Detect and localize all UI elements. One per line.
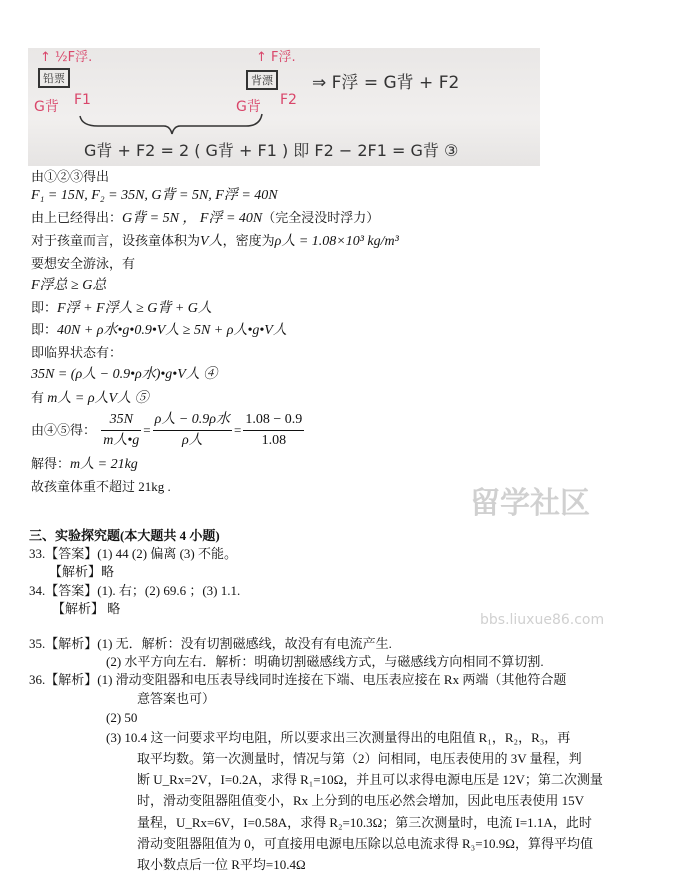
formula: m人 = ρ人V人 ⑤ <box>47 391 149 406</box>
text-line <box>31 232 399 251</box>
formula: ρ人 = 1.08×10³ kg/m³ <box>274 234 399 249</box>
numerator: ρ人 − 0.9ρ水 <box>153 410 232 431</box>
denominator: m人•g <box>103 433 140 448</box>
analysis-36-3: 取平均数。第一次测量时，情况与第（2）问相同，电压表使用的 3V 量程，判 <box>137 751 582 766</box>
text-line: 故孩童体重不超过 21kg . <box>31 479 171 494</box>
text-line <box>31 389 149 408</box>
fraction <box>101 410 141 451</box>
text-line: 要想安全游泳，有 <box>31 256 136 271</box>
equals: = <box>234 422 242 438</box>
answer-33: 33.【答案】(1) 44 (2) 偏离 (3) 不能。 <box>29 546 237 561</box>
analysis-35-2: (2) 水平方向左右．解析：明确切割磁感线方式，与磁感线方向相同不算切割. <box>106 654 544 669</box>
numerator: 1.08 − 0.9 <box>243 410 304 431</box>
numerator: 35N <box>101 410 141 431</box>
text: 有 <box>31 390 45 405</box>
analysis-36-3: (3) 10.4 这一问要求平均电阻，所以要求出三次测量得出的电阻值 R₁，R₂，R₃，再 <box>106 730 571 745</box>
text-line <box>31 299 212 318</box>
watermark-logo: 留学社区 <box>470 486 590 521</box>
text-line: 即临界状态有： <box>31 345 123 360</box>
text-line: 由①②③得出 <box>31 169 110 184</box>
fraction <box>243 410 304 451</box>
analysis-36-3: 滑动变阻器阻值为 0，可直接用电源电压除以总电流求得 R₃=10.9Ω，算得平均值 <box>137 836 593 851</box>
analysis-36-1b: 意答案也可） <box>137 691 216 706</box>
text: 即： <box>31 300 58 315</box>
section-title: 三、实验探究题(本大题共 4 小题) <box>29 528 220 543</box>
analysis-33: 【解析】略 <box>49 564 115 579</box>
text: （完全浸没时浮力） <box>262 210 380 225</box>
denominator: 1.08 <box>261 433 287 448</box>
photo-label-g2: G背 <box>236 99 261 115</box>
text: ，密度为 <box>222 233 275 248</box>
analysis-36-3: 量程，U_Rx=6V，I=0.58A，求得 R₂=10.3Ω；第三次测量时，电流 I=1.1A，此时 <box>137 815 592 830</box>
formula-forces: F₁ = 15N, F₂ = 35N, G背 = 5N, F浮 = 40N <box>31 188 278 203</box>
text: 对于孩童而言，设孩童体积为 <box>31 233 201 248</box>
formula: G背 = 5N ， F浮 = 40N <box>122 211 263 226</box>
formula-line: F浮总 ≥ G总 <box>31 278 107 293</box>
analysis-36-3: 取小数点后一位 R平均=10.4Ω <box>137 857 306 872</box>
analysis-34: 【解析】 略 <box>52 601 121 616</box>
denominator: ρ人 <box>181 433 203 448</box>
photo-up-arrow-1: ↑ ½F浮. <box>40 50 93 65</box>
formula: F浮 + F浮人 ≥ G背 + G人 <box>57 301 212 316</box>
photo-equation-bottom: G背 + F2 = 2 ( G背 + F1 ) 即 F2 − 2F1 = G背 ③ <box>84 141 459 160</box>
analysis-36-1: 36.【解析】(1) 滑动变阻器和电压表导线同时连接在下端、电压表应接在 Rx 两端（其他符合题 <box>29 672 567 687</box>
answer-34: 34.【答案】(1). 右；(2) 69.6 ；(3) 1.1. <box>29 583 241 598</box>
photo-label-f2: F2 <box>280 92 297 108</box>
photo-box-1: 铅票 <box>38 68 70 88</box>
text-line <box>31 321 287 340</box>
formula: V人 <box>200 234 223 249</box>
text: 由上已经得出： <box>31 210 123 225</box>
photo-label-f1: F1 <box>74 92 91 108</box>
handwritten-solution-photo <box>28 48 540 166</box>
photo-label-g1: G背 <box>34 99 59 115</box>
formula: m人 = 21kg <box>70 457 138 472</box>
equals: = <box>143 422 151 438</box>
analysis-36-3: 断 U_Rx=2V，I=0.2A，求得 R₁=10Ω，并且可以求得电源电压是 12V；第二次测量 <box>137 772 603 787</box>
text-line <box>31 209 379 228</box>
formula-line: 35N = (ρ人 − 0.9•ρ水)•g•V人 ④ <box>31 367 218 382</box>
analysis-36-3: 时，滑动变阻器阻值变小，Rx 上分到的电压必然会增加，因此电压表使用 15V <box>137 793 585 808</box>
photo-brace <box>78 112 263 136</box>
text: 解得： <box>31 456 71 471</box>
fraction <box>153 410 232 451</box>
photo-box-2: 背漂 <box>246 70 278 90</box>
analysis-35-1: 35.【解析】(1) 无．解析：没有切割磁感线，故没有有电流产生. <box>29 636 392 651</box>
formula: 40N + ρ水•g•0.9•V人 ≥ 5N + ρ人•g•V人 <box>57 323 287 338</box>
text: 即： <box>31 322 58 337</box>
text-line <box>31 455 138 474</box>
analysis-36-2: (2) 50 <box>106 710 138 725</box>
fraction-line <box>31 410 306 451</box>
text: 由④⑤得： <box>31 422 97 438</box>
watermark-url: bbs.liuxue86.com <box>480 612 605 628</box>
photo-equation-right: ⇒ F浮 = G背 + F2 <box>312 73 460 93</box>
photo-up-arrow-2: ↑ F浮. <box>256 50 296 65</box>
